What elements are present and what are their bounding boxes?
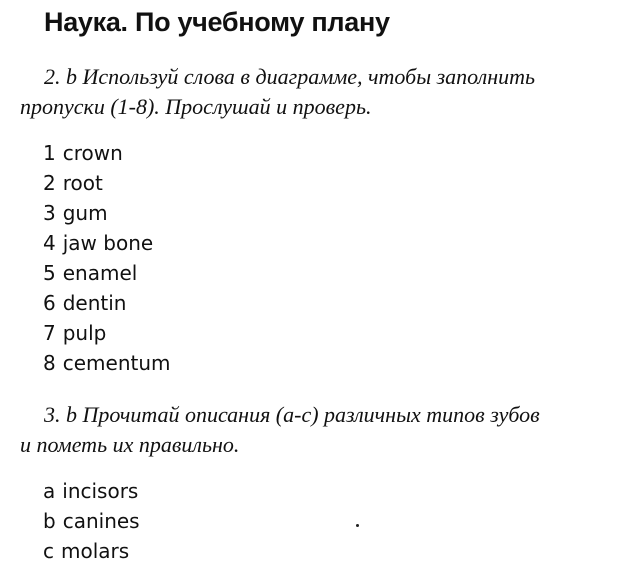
item-letter: a: [43, 479, 56, 503]
item-number: 5: [43, 261, 56, 285]
item-word: dentin: [62, 291, 127, 315]
item-number: 4: [43, 231, 56, 255]
item-word: root: [62, 171, 103, 195]
exercise-3-instruction-line-1: 3. b Прочитай описания (a-c) различных типов зубов: [44, 402, 540, 427]
exercise-2-word-list: [43, 138, 171, 378]
item-word: cementum: [62, 351, 171, 375]
list-item: [43, 348, 171, 378]
list-item: [43, 138, 171, 168]
list-item: [43, 476, 140, 506]
item-word: crown: [62, 141, 123, 165]
item-number: 2: [43, 171, 56, 195]
list-item: [43, 506, 140, 536]
list-item: [43, 228, 171, 258]
page-title: Наука. По учебному плану: [44, 7, 390, 37]
exercise-2-instruction-line-1: 2. b Используй слова в диаграмме, чтобы заполнить: [44, 64, 536, 89]
list-item: [43, 198, 171, 228]
item-word: molars: [61, 539, 130, 563]
item-word: canines: [62, 509, 140, 533]
item-letter: b: [43, 509, 56, 533]
item-number: 1: [43, 141, 56, 165]
item-letter: c: [43, 539, 54, 563]
list-item: [43, 258, 171, 288]
scan-speck: [356, 524, 359, 527]
item-word: gum: [62, 201, 108, 225]
list-item: [43, 288, 171, 318]
list-item: [43, 536, 140, 566]
item-word: jaw bone: [62, 231, 154, 255]
exercise-3-word-list: [43, 476, 140, 566]
item-number: 3: [43, 201, 56, 225]
exercise-3-instruction: [20, 400, 540, 460]
exercise-2-instruction-line-2: пропуски (1-8). Прослушай и проверь.: [20, 94, 372, 119]
item-number: 7: [43, 321, 56, 345]
item-word: pulp: [62, 321, 107, 345]
item-number: 6: [43, 291, 56, 315]
list-item: [43, 168, 171, 198]
item-word: incisors: [62, 479, 139, 503]
exercise-2-instruction: [20, 62, 535, 122]
item-word: enamel: [62, 261, 138, 285]
list-item: [43, 318, 171, 348]
item-number: 8: [43, 351, 56, 375]
exercise-3-instruction-line-2: и пометь их правильно.: [20, 432, 240, 457]
